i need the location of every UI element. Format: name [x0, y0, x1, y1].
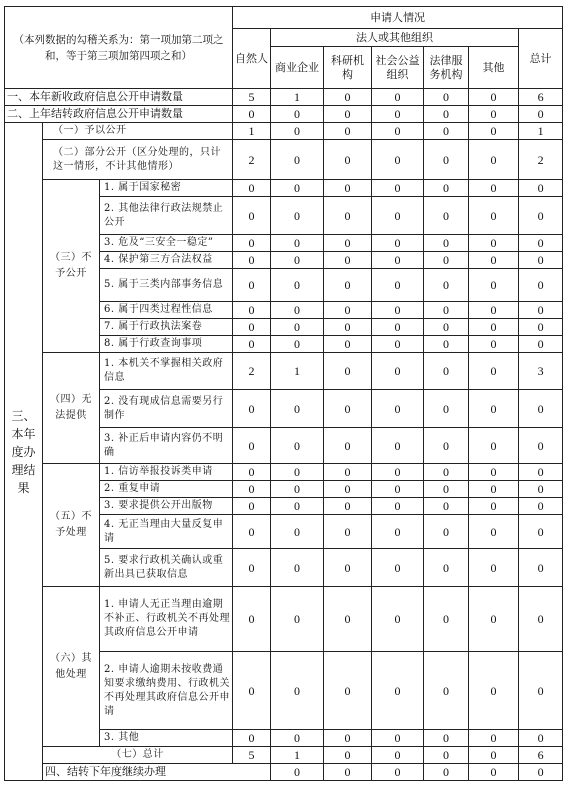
- value-cell: 0: [424, 319, 469, 336]
- value-cell: 0: [271, 587, 324, 652]
- value-cell: 0: [469, 180, 519, 197]
- header-natural-person: 自然人: [233, 29, 271, 89]
- header-total: 总计: [519, 29, 563, 89]
- row-label: 四、结转下年度继续办理: [43, 764, 271, 781]
- value-cell: 0: [424, 123, 469, 140]
- value-cell: 0: [372, 481, 424, 498]
- value-cell: 0: [519, 390, 563, 428]
- value-cell: 0: [324, 252, 372, 269]
- item-label: 3. 其他: [100, 730, 233, 747]
- value-cell: 0: [271, 319, 324, 336]
- value-cell: 0: [424, 747, 469, 764]
- value-cell: 0: [424, 515, 469, 549]
- value-cell: 0: [324, 336, 372, 353]
- value-cell: 0: [424, 89, 469, 106]
- value-cell: 0: [424, 197, 469, 235]
- value-cell: 0: [324, 353, 372, 390]
- value-cell: 0: [372, 197, 424, 235]
- header-other: 其他: [469, 47, 519, 89]
- value-cell: 0: [271, 123, 324, 140]
- value-cell: 0: [233, 587, 271, 652]
- item-label: 3. 危及“三安全一稳定”: [100, 235, 233, 252]
- value-cell: 0: [233, 319, 271, 336]
- value-cell: 0: [324, 428, 372, 464]
- value-cell: 0: [271, 106, 324, 123]
- value-cell: 0: [469, 587, 519, 652]
- header-business: 商业企业: [271, 47, 324, 89]
- value-cell: 0: [233, 428, 271, 464]
- row-label: 一、本年新收政府信息公开申请数量: [5, 89, 233, 106]
- value-cell: 0: [324, 652, 372, 730]
- value-cell: 0: [324, 390, 372, 428]
- value-cell: 0: [372, 730, 424, 747]
- header-note: （本列数据的勾稽关系为：第一项加第二项之和，等于第三项加第四项之和）: [5, 7, 233, 89]
- value-cell: 1: [271, 89, 324, 106]
- value-cell: 0: [424, 652, 469, 730]
- value-cell: 0: [519, 498, 563, 515]
- row-g5-item: [5, 464, 563, 481]
- value-cell: 0: [271, 549, 324, 587]
- value-cell: 0: [372, 140, 424, 180]
- value-cell: 0: [424, 764, 469, 781]
- value-cell: 0: [469, 515, 519, 549]
- value-cell: 0: [469, 549, 519, 587]
- value-cell: 0: [271, 302, 324, 319]
- value-cell: 0: [324, 197, 372, 235]
- value-cell: 0: [324, 730, 372, 747]
- group-label-g6: （六）其他处理: [43, 587, 100, 747]
- value-cell: 0: [233, 652, 271, 730]
- value-cell: 1: [519, 123, 563, 140]
- value-cell: 0: [519, 652, 563, 730]
- item-label: 2. 没有现成信息需要另行制作: [100, 390, 233, 428]
- row-s2: [5, 140, 563, 180]
- value-cell: 0: [519, 764, 563, 781]
- value-cell: 0: [372, 269, 424, 302]
- value-cell: 0: [271, 464, 324, 481]
- item-label: 2. 其他法律行政法规禁止公开: [100, 197, 233, 235]
- value-cell: 0: [424, 302, 469, 319]
- value-cell: 0: [372, 390, 424, 428]
- row-new-requests: [5, 89, 563, 106]
- value-cell: 0: [233, 498, 271, 515]
- value-cell: 0: [372, 106, 424, 123]
- value-cell: 0: [233, 252, 271, 269]
- value-cell: 0: [469, 252, 519, 269]
- row-s1: [5, 123, 563, 140]
- value-cell: 0: [372, 747, 424, 764]
- value-cell: 0: [519, 197, 563, 235]
- item-label: 1. 本机关不掌握相关政府信息: [100, 353, 233, 390]
- value-cell: 0: [519, 319, 563, 336]
- item-label: 5. 要求行政机关确认或重新出具已获取信息: [100, 549, 233, 587]
- value-cell: 0: [424, 252, 469, 269]
- value-cell: 0: [424, 269, 469, 302]
- value-cell: 0: [469, 481, 519, 498]
- value-cell: 0: [233, 336, 271, 353]
- value-cell: 0: [271, 481, 324, 498]
- row-next-year: [5, 764, 563, 781]
- row-label: 二、上年结转政府信息公开申请数量: [5, 106, 233, 123]
- value-cell: 0: [233, 106, 271, 123]
- value-cell: 0: [271, 652, 324, 730]
- value-cell: 0: [519, 336, 563, 353]
- value-cell: 0: [233, 302, 271, 319]
- value-cell: 0: [233, 197, 271, 235]
- value-cell: 0: [233, 515, 271, 549]
- value-cell: 5: [233, 747, 271, 764]
- value-cell: 0: [372, 235, 424, 252]
- value-cell: 0: [372, 549, 424, 587]
- value-cell: 0: [233, 235, 271, 252]
- value-cell: 0: [271, 140, 324, 180]
- value-cell: 0: [469, 235, 519, 252]
- value-cell: 0: [271, 180, 324, 197]
- value-cell: 0: [271, 269, 324, 302]
- value-cell: 6: [519, 89, 563, 106]
- item-label: 1. 信访举报投诉类申请: [100, 464, 233, 481]
- item-label: 2. 申请人逾期未按收费通知要求缴纳费用、行政机关不再处理其政府信息公开申请: [100, 652, 233, 730]
- value-cell: 0: [271, 498, 324, 515]
- value-cell: 0: [271, 764, 324, 781]
- value-cell: 2: [233, 140, 271, 180]
- item-label: 2. 重复申请: [100, 481, 233, 498]
- value-cell: 0: [372, 89, 424, 106]
- value-cell: 0: [519, 302, 563, 319]
- value-cell: 0: [324, 319, 372, 336]
- value-cell: 0: [372, 319, 424, 336]
- value-cell: 0: [469, 140, 519, 180]
- row-s7: [5, 747, 563, 764]
- value-cell: 0: [469, 390, 519, 428]
- value-cell: 0: [271, 390, 324, 428]
- value-cell: 0: [519, 730, 563, 747]
- value-cell: 1: [271, 747, 324, 764]
- value-cell: 0: [469, 89, 519, 106]
- value-cell: 0: [469, 353, 519, 390]
- item-label: 1. 申请人无正当理由逾期不补正、行政机关不再处理其政府信息公开申请: [100, 587, 233, 652]
- item-label: 8. 属于行政查询事项: [100, 336, 233, 353]
- value-cell: 0: [324, 89, 372, 106]
- value-cell: 0: [372, 464, 424, 481]
- value-cell: 0: [519, 428, 563, 464]
- value-cell: 0: [424, 106, 469, 123]
- value-cell: 0: [519, 587, 563, 652]
- row-label: （七）总计: [43, 747, 233, 764]
- value-cell: 0: [519, 180, 563, 197]
- item-label: 4. 无正当理由大量反复申请: [100, 515, 233, 549]
- value-cell: 0: [424, 390, 469, 428]
- value-cell: 0: [519, 235, 563, 252]
- value-cell: 0: [519, 481, 563, 498]
- value-cell: 0: [519, 252, 563, 269]
- value-cell: 0: [372, 587, 424, 652]
- value-cell: 0: [372, 336, 424, 353]
- group-label-g3: （三）不予公开: [43, 180, 100, 353]
- value-cell: 0: [324, 269, 372, 302]
- group-label-g5: （五）不予处理: [43, 464, 100, 587]
- value-cell: 0: [372, 764, 424, 781]
- value-cell: 0: [519, 549, 563, 587]
- header-legal-service: 法律服务机构: [424, 47, 469, 89]
- value-cell: 0: [469, 464, 519, 481]
- value-cell: 5: [233, 89, 271, 106]
- value-cell: 2: [233, 353, 271, 390]
- value-cell: 0: [271, 336, 324, 353]
- value-cell: 0: [324, 302, 372, 319]
- row-label: （一）予以公开: [43, 123, 233, 140]
- value-cell: 0: [324, 235, 372, 252]
- value-cell: 0: [372, 180, 424, 197]
- value-cell: 0: [424, 587, 469, 652]
- value-cell: 6: [519, 747, 563, 764]
- item-label: 7. 属于行政执法案卷: [100, 319, 233, 336]
- value-cell: 0: [372, 498, 424, 515]
- value-cell: 0: [372, 302, 424, 319]
- value-cell: 0: [324, 140, 372, 180]
- value-cell: 0: [424, 464, 469, 481]
- value-cell: 0: [233, 269, 271, 302]
- value-cell: 0: [469, 730, 519, 747]
- group-label-g4: （四）无法提供: [43, 353, 100, 464]
- value-cell: 0: [424, 428, 469, 464]
- value-cell: 0: [324, 106, 372, 123]
- value-cell: 0: [424, 353, 469, 390]
- value-cell: 0: [324, 587, 372, 652]
- value-cell: 0: [469, 428, 519, 464]
- section-3-label: 三、本年度办理结果: [5, 123, 43, 781]
- header-row-1: [5, 7, 563, 29]
- value-cell: 0: [469, 123, 519, 140]
- table-body: [5, 7, 563, 781]
- row-g4-item: [5, 353, 563, 390]
- value-cell: 0: [324, 764, 372, 781]
- value-cell: 0: [424, 140, 469, 180]
- value-cell: 0: [469, 747, 519, 764]
- value-cell: 0: [469, 764, 519, 781]
- value-cell: 0: [469, 269, 519, 302]
- value-cell: 0: [469, 319, 519, 336]
- value-cell: 0: [324, 464, 372, 481]
- value-cell: 0: [271, 515, 324, 549]
- value-cell: 0: [271, 252, 324, 269]
- value-cell: 0: [469, 106, 519, 123]
- value-cell: 0: [424, 730, 469, 747]
- header-social: 社会公益组织: [372, 47, 424, 89]
- value-cell: 0: [324, 498, 372, 515]
- value-cell: 0: [519, 464, 563, 481]
- value-cell: 0: [324, 515, 372, 549]
- value-cell: 0: [424, 549, 469, 587]
- value-cell: 0: [424, 498, 469, 515]
- value-cell: 0: [372, 252, 424, 269]
- value-cell: 0: [424, 235, 469, 252]
- row-label: （二）部分公开（区分处理的，只计这一情形，不计其他情形）: [43, 140, 233, 180]
- value-cell: 0: [271, 235, 324, 252]
- value-cell: 0: [372, 123, 424, 140]
- value-cell: 0: [271, 197, 324, 235]
- value-cell: 0: [469, 302, 519, 319]
- item-label: 3. 补正后申请内容仍不明确: [100, 428, 233, 464]
- value-cell: 0: [372, 353, 424, 390]
- value-cell: 0: [469, 197, 519, 235]
- value-cell: 0: [233, 549, 271, 587]
- value-cell: 0: [324, 180, 372, 197]
- value-cell: 0: [519, 515, 563, 549]
- value-cell: 0: [324, 549, 372, 587]
- row-carried-over: [5, 106, 563, 123]
- item-label: 4. 保护第三方合法权益: [100, 252, 233, 269]
- value-cell: 0: [324, 123, 372, 140]
- item-label: 5. 属于三类内部事务信息: [100, 269, 233, 302]
- value-cell: 0: [372, 515, 424, 549]
- header-applicant: 申请人情况: [233, 7, 563, 29]
- value-cell: 1: [233, 123, 271, 140]
- value-cell: 0: [233, 180, 271, 197]
- item-label: 1. 属于国家秘密: [100, 180, 233, 197]
- value-cell: 0: [424, 336, 469, 353]
- header-legal-group: 法人或其他组织: [271, 29, 519, 47]
- value-cell: 0: [233, 390, 271, 428]
- value-cell: 1: [271, 353, 324, 390]
- value-cell: 2: [519, 140, 563, 180]
- value-cell: 0: [233, 481, 271, 498]
- value-cell: 0: [372, 428, 424, 464]
- value-cell: 0: [469, 498, 519, 515]
- value-cell: 0: [324, 747, 372, 764]
- value-cell: 0: [233, 464, 271, 481]
- item-label: 6. 属于四类过程性信息: [100, 302, 233, 319]
- value-cell: 0: [271, 428, 324, 464]
- row-g6-item: [5, 587, 563, 652]
- value-cell: 0: [372, 652, 424, 730]
- value-cell: 0: [424, 180, 469, 197]
- row-g3-item: [5, 180, 563, 197]
- value-cell: 0: [233, 730, 271, 747]
- header-research: 科研机构: [324, 47, 372, 89]
- value-cell: 0: [519, 269, 563, 302]
- item-label: 3. 要求提供公开出版物: [100, 498, 233, 515]
- value-cell: 0: [469, 336, 519, 353]
- value-cell: 0: [324, 481, 372, 498]
- value-cell: 3: [519, 353, 563, 390]
- value-cell: 0: [424, 481, 469, 498]
- value-cell: 0: [519, 106, 563, 123]
- value-cell: 0: [469, 652, 519, 730]
- gov-info-disclosure-table: [4, 6, 563, 781]
- value-cell: 0: [271, 730, 324, 747]
